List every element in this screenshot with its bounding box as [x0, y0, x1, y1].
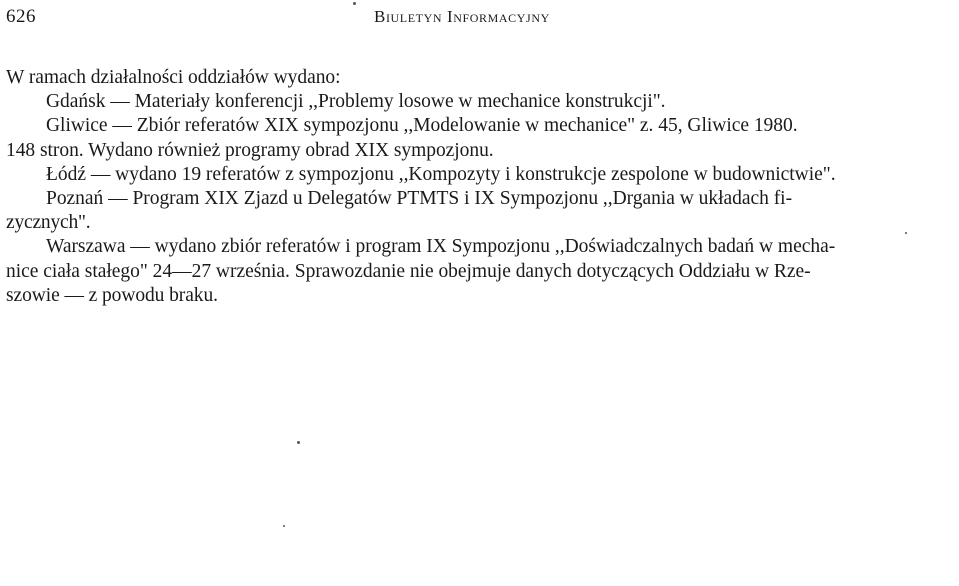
scan-speck: [283, 525, 285, 527]
page-number: 626: [6, 6, 36, 27]
warszawa-line-continued: nice ciała stałego" 24—27 września. Sprawozdanie nie obejmuje danych dotyczących Oddziału w Rze-: [6, 260, 811, 282]
running-header: Biuletyn Informacyjny: [374, 7, 550, 26]
body-text: [6, 66, 956, 308]
lodz-line: Łódź — wydano 19 referatów z sympozjonu ,,Kompozyty i konstrukcje zespolone w budownictwie".: [46, 163, 836, 185]
gdansk-line: Gdańsk — Materiały konferencji ,,Problemy losowe w mechanice konstrukcji".: [46, 91, 666, 113]
poznan-line: Poznań — Program XIX Zjazd u Delegatów PTMTS i IX Sympozjonu ,,Drgania w układach fi-: [46, 188, 793, 210]
poznan-line-continued: zycznych".: [6, 212, 91, 234]
scan-speck: [297, 441, 300, 444]
warszawa-line-end: szowie — z powodu braku.: [6, 284, 218, 306]
intro-line: W ramach działalności oddziałów wydano:: [6, 67, 341, 88]
scan-speck: [353, 2, 356, 5]
gliwice-line-continued: 148 stron. Wydano również programy obrad XIX sympozjonu.: [6, 139, 494, 161]
warszawa-line: Warszawa — wydano zbiór referatów i program IX Sympozjonu ,,Doświadczalnych badań w mecha-: [46, 236, 836, 258]
scan-speck: [905, 232, 907, 234]
gliwice-line: Gliwice — Zbiór referatów XIX sympozjonu ,,Modelowanie w mechanice" z. 45, Gliwice 1980.: [46, 115, 798, 137]
